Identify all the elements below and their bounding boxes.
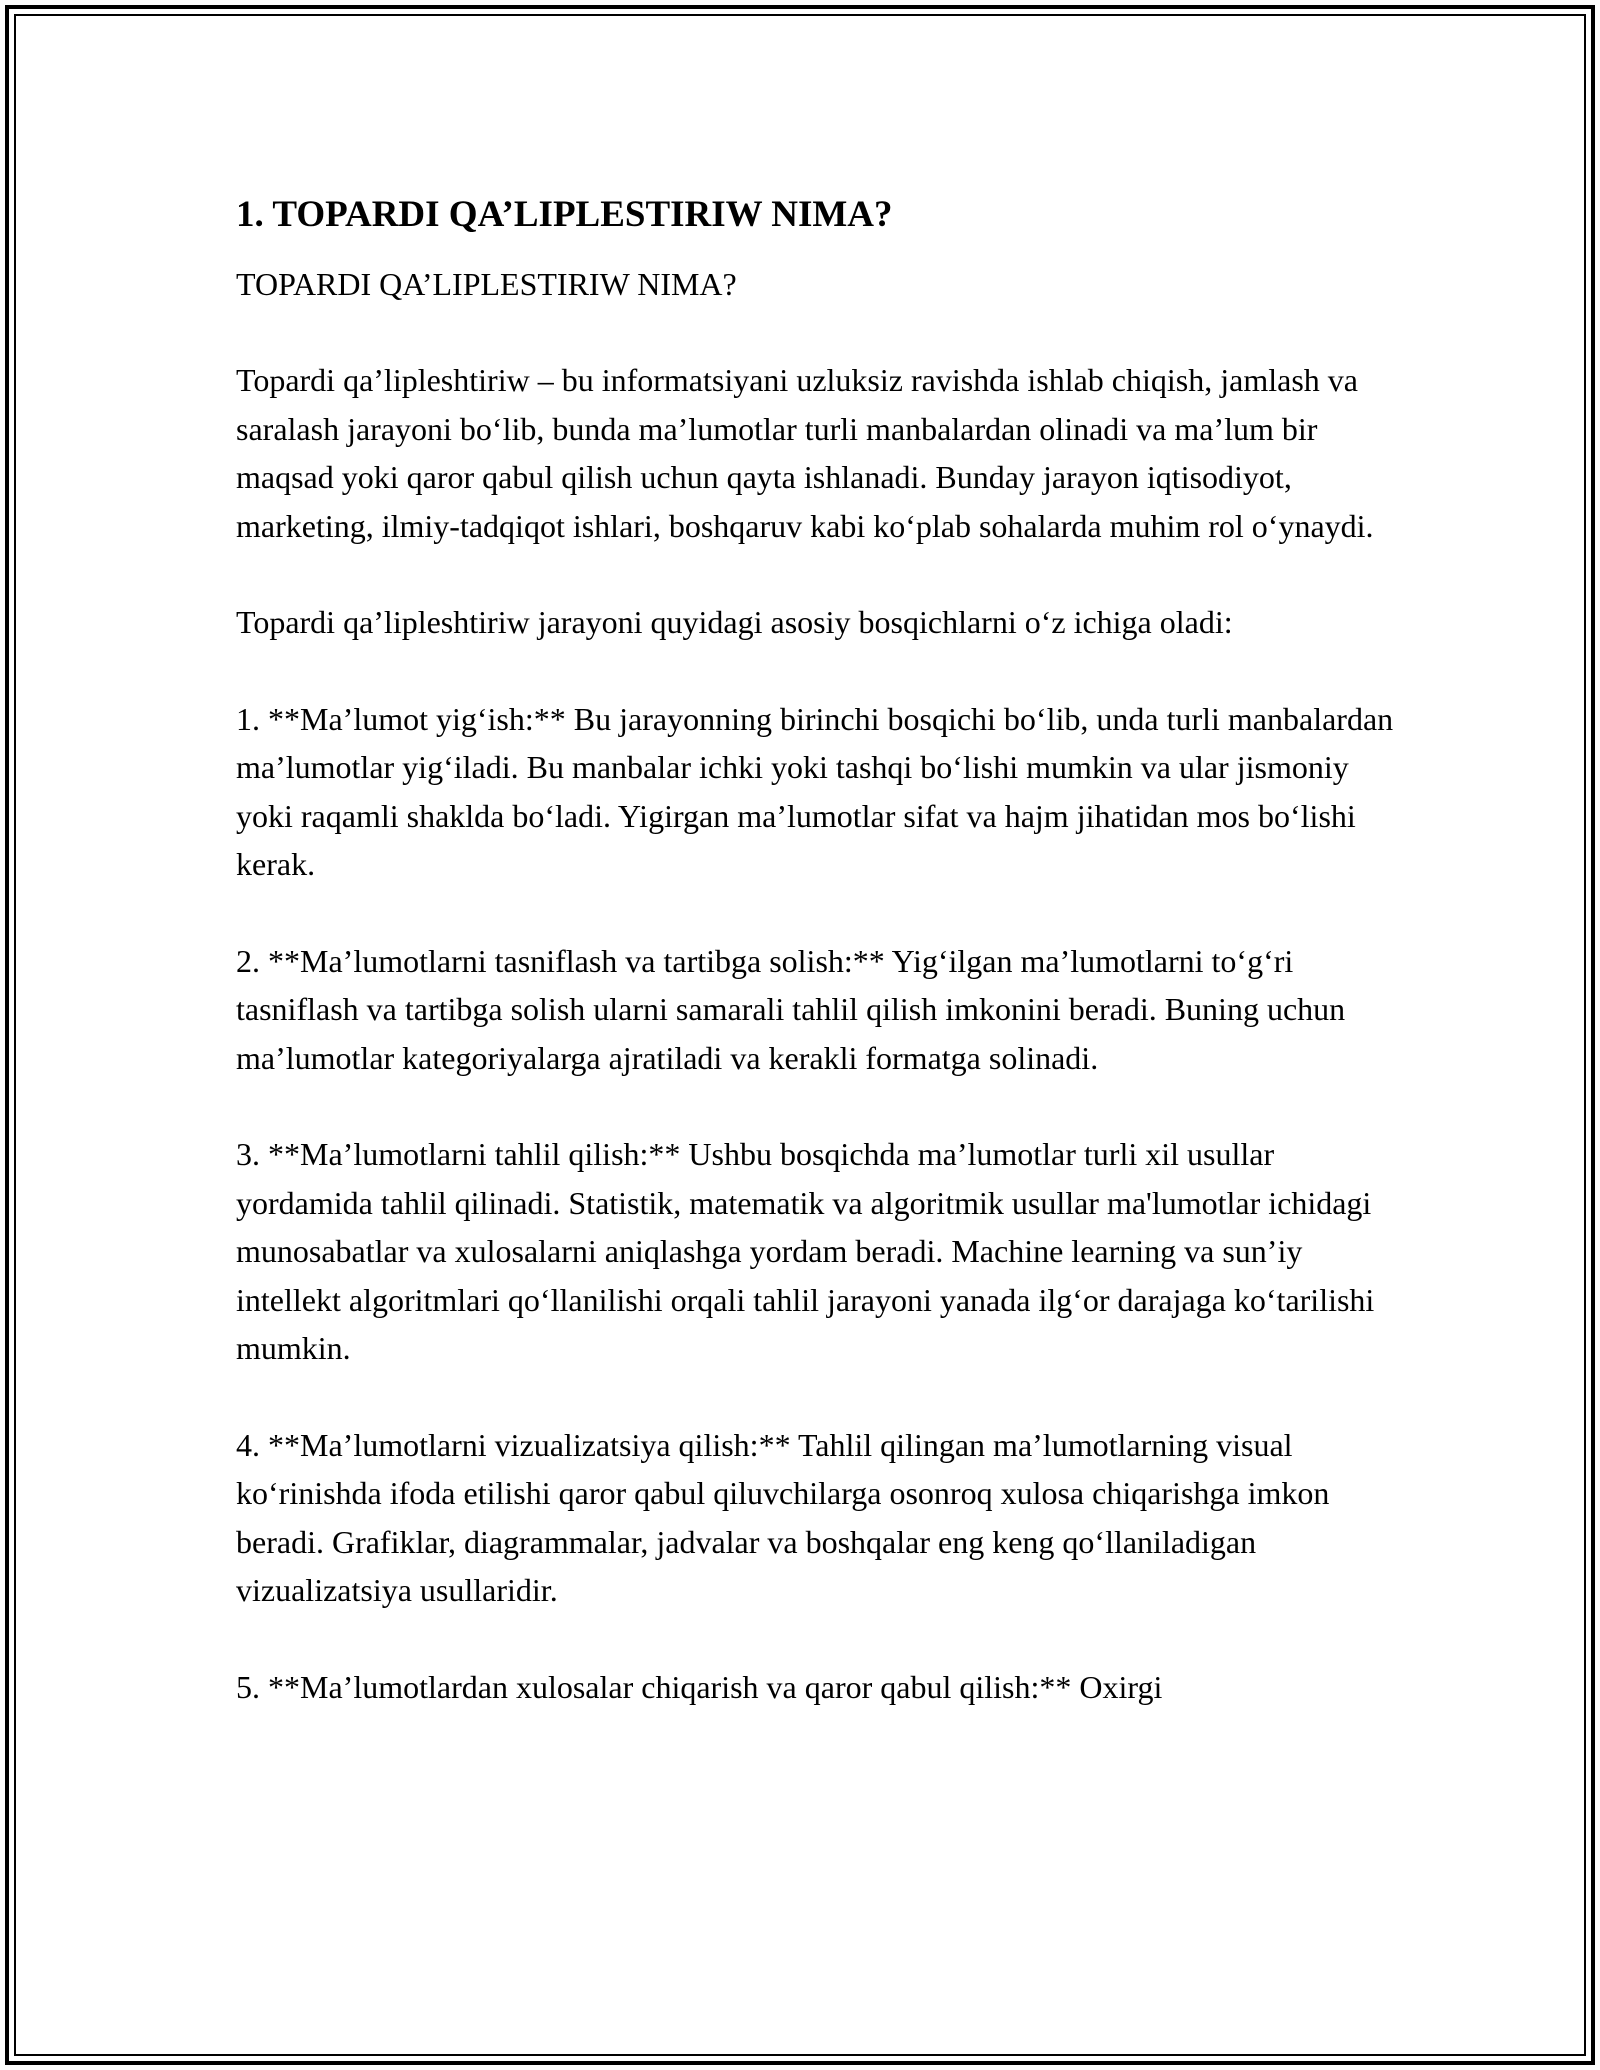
document-heading: 1. TOPARDI QA’LIPLESTIRIW NIMA? — [236, 194, 893, 235]
stage-5-paragraph: 5. **Ma’lumotlardan xulosalar chiqarish va qaror qabul qilish:** Oxirgi — [236, 1668, 1163, 1705]
stage-3-paragraph: 3. **Ma’lumotlarni tahlil qilish:** Ushbu bosqichda ma’lumotlar turli xil usullar yordamida tahlil qilinadi. Statistik, matematik va algoritmik usullar ma'lumotlar ichidagi munosabatlar va xulosalarni aniqlashga yordam beradi. Machine learning va sun’iy intellekt algoritmlari qo‘llanilishi orqali tahlil jarayoni yanada ilg‘or darajaga ko‘tarilishi mumkin. — [236, 1136, 1375, 1366]
intro-paragraph: Topardi qa’lipleshtiriw – bu informatsiyani uzluksiz ravishda ishlab chiqish, jamlash va saralash jarayoni bo‘lib, bunda ma’lumotlar turli manbalardan olinadi va ma’lum bir maqsad yoki qaror qabul qilish uchun qayta ishlanadi. Bunday jarayon iqtisodiyot, marketing, ilmiy-tadqiqot ishlari, boshqaruv kabi ko‘plab sohalarda muhim rol o‘ynaydi. — [236, 362, 1374, 544]
stage-4-paragraph: 4. **Ma’lumotlarni vizualizatsiya qilish:** Tahlil qilingan ma’lumotlarning visual ko‘rinishda ifoda etilishi qaror qabul qiluvchilarga osonroq xulosa chiqarishga imkon beradi. Grafiklar, diagrammalar, jadvalar va boshqalar eng keng qo‘llaniladigan vizualizatsiya usullaridir. — [236, 1426, 1330, 1608]
document-body — [236, 190, 1396, 1711]
stage-1-paragraph: 1. **Ma’lumot yig‘ish:** Bu jarayonning birinchi bosqichi bo‘lib, unda turli manbalardan ma’lumotlar yig‘iladi. Bu manbalar ichki yoki tashqi bo‘lishi mumkin va ular jismoniy yoki raqamli shaklda bo‘ladi. Yigirgan ma’lumotlar sifat va hajm jihatidan mos bo‘lishi kerak. — [236, 700, 1394, 882]
document-subheading: TOPARDI QA’LIPLESTIRIW NIMA? — [236, 266, 737, 302]
stages-intro-paragraph: Topardi qa’lipleshtiriw jarayoni quyidagi asosiy bosqichlarni o‘z ichiga oladi: — [236, 604, 1233, 640]
stage-2-paragraph: 2. **Ma’lumotlarni tasniflash va tartibga solish:** Yig‘ilgan ma’lumotlarni to‘g‘ri tasniflash va tartibga solish ularni samarali tahlil qilish imkonini beradi. Buning uchun ma’lumotlar kategoriyalarga ajratiladi va kerakli formatga solinadi. — [236, 942, 1346, 1076]
